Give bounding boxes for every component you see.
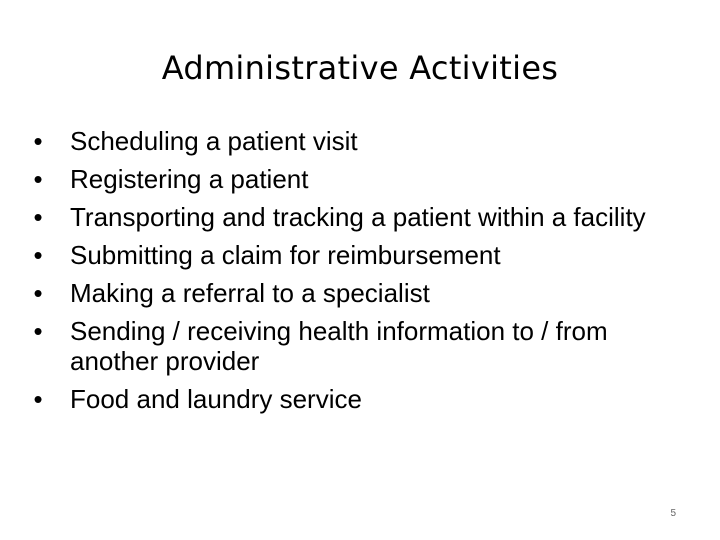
bullet-item: [28, 240, 668, 270]
bullet-text: Registering a patient: [70, 164, 309, 194]
bullet-text: Sending / receiving health information to / from another provider: [70, 316, 608, 376]
bullet-item: [28, 202, 668, 232]
bullet-dot-icon: •: [33, 202, 43, 232]
bullet-item: [28, 164, 668, 194]
bullet-text: Transporting and tracking a patient within a facility: [70, 202, 646, 232]
bullet-item: [28, 316, 668, 376]
bullet-item: [28, 384, 668, 414]
page-number: 5: [670, 508, 676, 519]
bullet-text: Submitting a claim for reimbursement: [70, 240, 501, 270]
bullet-dot-icon: •: [33, 126, 43, 156]
bullet-dot-icon: •: [33, 164, 43, 194]
bullet-dot-icon: •: [33, 240, 43, 270]
bullet-list: [28, 126, 668, 422]
bullet-dot-icon: •: [33, 384, 43, 414]
bullet-text: Scheduling a patient visit: [70, 126, 358, 156]
bullet-dot-icon: •: [33, 278, 43, 308]
slide-title: Administrative Activities: [161, 49, 559, 87]
bullet-text: Making a referral to a specialist: [70, 278, 430, 308]
bullet-item: [28, 278, 668, 308]
bullet-dot-icon: •: [33, 316, 43, 346]
bullet-item: [28, 126, 668, 156]
bullet-text: Food and laundry service: [70, 384, 362, 414]
